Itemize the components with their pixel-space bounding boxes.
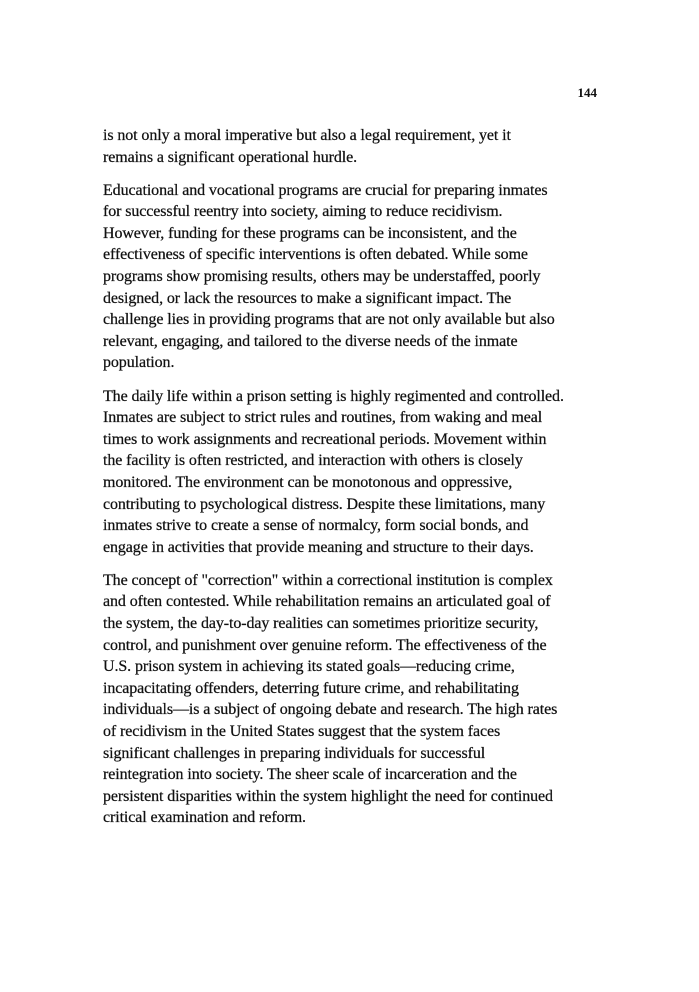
text-line: effectiveness of specific interventions is often debated. While some: [103, 246, 528, 264]
text-line: However, funding for these programs can be inconsistent, and the: [103, 224, 517, 242]
text-line: incapacitating offenders, deterring future crime, and rehabilitating: [103, 679, 519, 697]
text-line: designed, or lack the resources to make a significant impact. The: [103, 289, 512, 307]
text-line: engage in activities that provide meaning and structure to their days.: [103, 538, 534, 556]
text-line: contributing to psychological distress. Despite these limitations, many: [103, 495, 546, 513]
text-line: of recidivism in the United States suggest that the system faces: [103, 722, 501, 740]
text-line: programs show promising results, others may be understaffed, poorly: [103, 268, 541, 286]
text-line: Inmates are subject to strict rules and routines, from waking and meal: [103, 409, 543, 427]
paragraph: [103, 386, 603, 559]
text-line: The daily life within a prison setting is highly regimented and controlled.: [103, 387, 564, 405]
paragraph: [103, 125, 603, 168]
paragraph: [103, 570, 603, 829]
text-line: Educational and vocational programs are crucial for preparing inmates: [103, 181, 548, 199]
text-line: persistent disparities within the system highlight the need for continued: [103, 787, 553, 805]
text-line: critical examination and reform.: [103, 809, 306, 827]
page-number: 144: [577, 85, 597, 100]
text-line: reintegration into society. The sheer scale of incarceration and the: [103, 766, 517, 784]
text-line: the system, the day-to-day realities can sometimes prioritize security,: [103, 614, 539, 632]
text-line: and often contested. While rehabilitation remains an articulated goal of: [103, 593, 551, 611]
text-line: individuals—is a subject of ongoing debate and research. The high rates: [103, 701, 558, 719]
paragraph: [103, 180, 603, 374]
text-line: the facility is often restricted, and interaction with others is closely: [103, 452, 523, 470]
text-line: The concept of "correction" within a correctional institution is complex: [103, 571, 553, 589]
text-line: monitored. The environment can be monotonous and oppressive,: [103, 473, 513, 491]
text-line: control, and punishment over genuine reform. The effectiveness of the: [103, 636, 547, 654]
page-body: [103, 125, 603, 840]
text-line: relevant, engaging, and tailored to the diverse needs of the inmate: [103, 332, 518, 350]
text-line: remains a significant operational hurdle.: [103, 148, 358, 166]
text-line: challenge lies in providing programs that are not only available but also: [103, 311, 555, 329]
text-line: inmates strive to create a sense of normalcy, form social bonds, and: [103, 517, 529, 535]
text-line: population.: [103, 354, 175, 372]
text-line: times to work assignments and recreational periods. Movement within: [103, 430, 547, 448]
text-line: is not only a moral imperative but also a legal requirement, yet it: [103, 127, 511, 144]
text-line: U.S. prison system in achieving its stated goals—reducing crime,: [103, 658, 515, 676]
text-line: significant challenges in preparing individuals for successful: [103, 744, 486, 762]
text-line: for successful reentry into society, aiming to reduce recidivism.: [103, 203, 503, 221]
